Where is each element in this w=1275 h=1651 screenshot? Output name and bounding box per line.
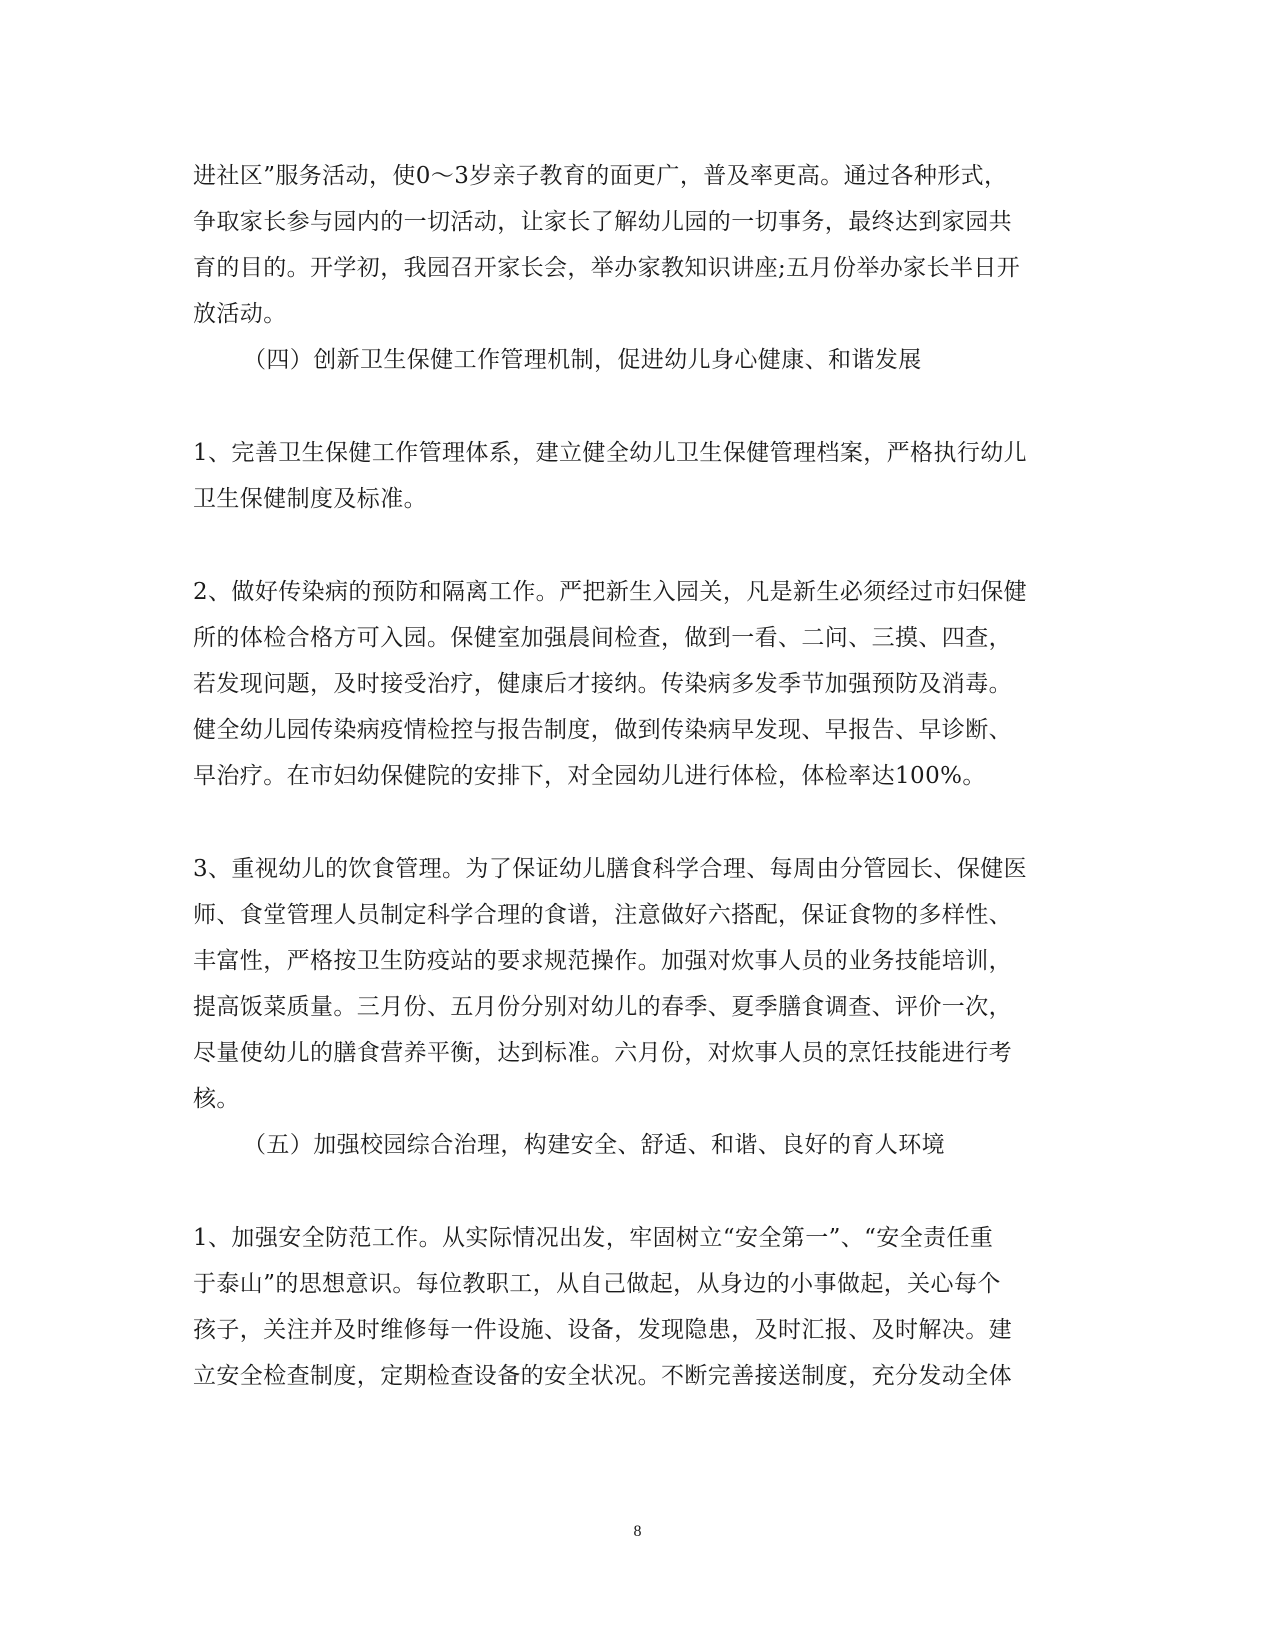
paragraph-line: 健全幼儿园传染病疫情检控与报告制度，做到传染病早发现、早报告、早诊断、	[193, 717, 1012, 743]
paragraph-line: 孩子，关注并及时维修每一件设施、设备，发现隐患，及时汇报、及时解决。建	[193, 1317, 1012, 1343]
paragraph-line: 1、加强安全防范工作。从实际情况出发，牢固树立“安全第一”、“安全责任重	[193, 1225, 994, 1251]
paragraph-line: 若发现问题，及时接受治疗，健康后才接纳。传染病多发季节加强预防及消毒。	[193, 671, 1012, 697]
paragraph-line: 育的目的。开学初，我园召开家长会，举办家教知识讲座;五月份举办家长半日开	[193, 255, 1021, 281]
paragraph-line: 立安全检查制度，定期检查设备的安全状况。不断完善接送制度，充分发动全体	[193, 1363, 1012, 1389]
paragraph-line: 师、食堂管理人员制定科学合理的食谱，注意做好六搭配，保证食物的多样性、	[193, 902, 1012, 928]
paragraph-line: 放活动。	[193, 301, 287, 327]
page-number: 8	[633, 1523, 642, 1540]
paragraph-line: 卫生保健制度及标准。	[193, 486, 427, 512]
paragraph-line: 提高饭菜质量。三月份、五月份分别对幼儿的春季、夏季膳食调查、评价一次，	[193, 994, 1012, 1020]
section-heading: （四）创新卫生保健工作管理机制，促进幼儿身心健康、和谐发展	[243, 347, 922, 373]
paragraph-line: 所的体检合格方可入园。保健室加强晨间检查，做到一看、二问、三摸、四查，	[193, 625, 1012, 651]
paragraph-line: 于泰山”的思想意识。每位教职工，从自己做起，从身边的小事做起，关心每个	[193, 1271, 1001, 1297]
paragraph-line: 早治疗。在市妇幼保健院的安排下，对全园幼儿进行体检，体检率达100%。	[193, 763, 986, 789]
section-heading: （五）加强校园综合治理，构建安全、舒适、和谐、良好的育人环境	[243, 1132, 945, 1158]
paragraph-line: 1、完善卫生保健工作管理体系，建立健全幼儿卫生保健管理档案，严格执行幼儿	[193, 440, 1028, 466]
paragraph-line: 进社区”服务活动，使0～3岁亲子教育的面更广，普及率更高。通过各种形式，	[193, 163, 1008, 189]
paragraph-line: 核。	[193, 1086, 240, 1112]
paragraph-line: 丰富性，严格按卫生防疫站的要求规范操作。加强对炊事人员的业务技能培训，	[193, 948, 1012, 974]
paragraph-line: 2、做好传染病的预防和隔离工作。严把新生入园关，凡是新生必须经过市妇保健	[193, 579, 1028, 605]
paragraph-line: 3、重视幼儿的饮食管理。为了保证幼儿膳食科学合理、每周由分管园长、保健医	[193, 856, 1028, 882]
paragraph-line: 争取家长参与园内的一切活动，让家长了解幼儿园的一切事务，最终达到家园共	[193, 209, 1012, 235]
paragraph-line: 尽量使幼儿的膳食营养平衡，达到标准。六月份，对炊事人员的烹饪技能进行考	[193, 1040, 1012, 1066]
